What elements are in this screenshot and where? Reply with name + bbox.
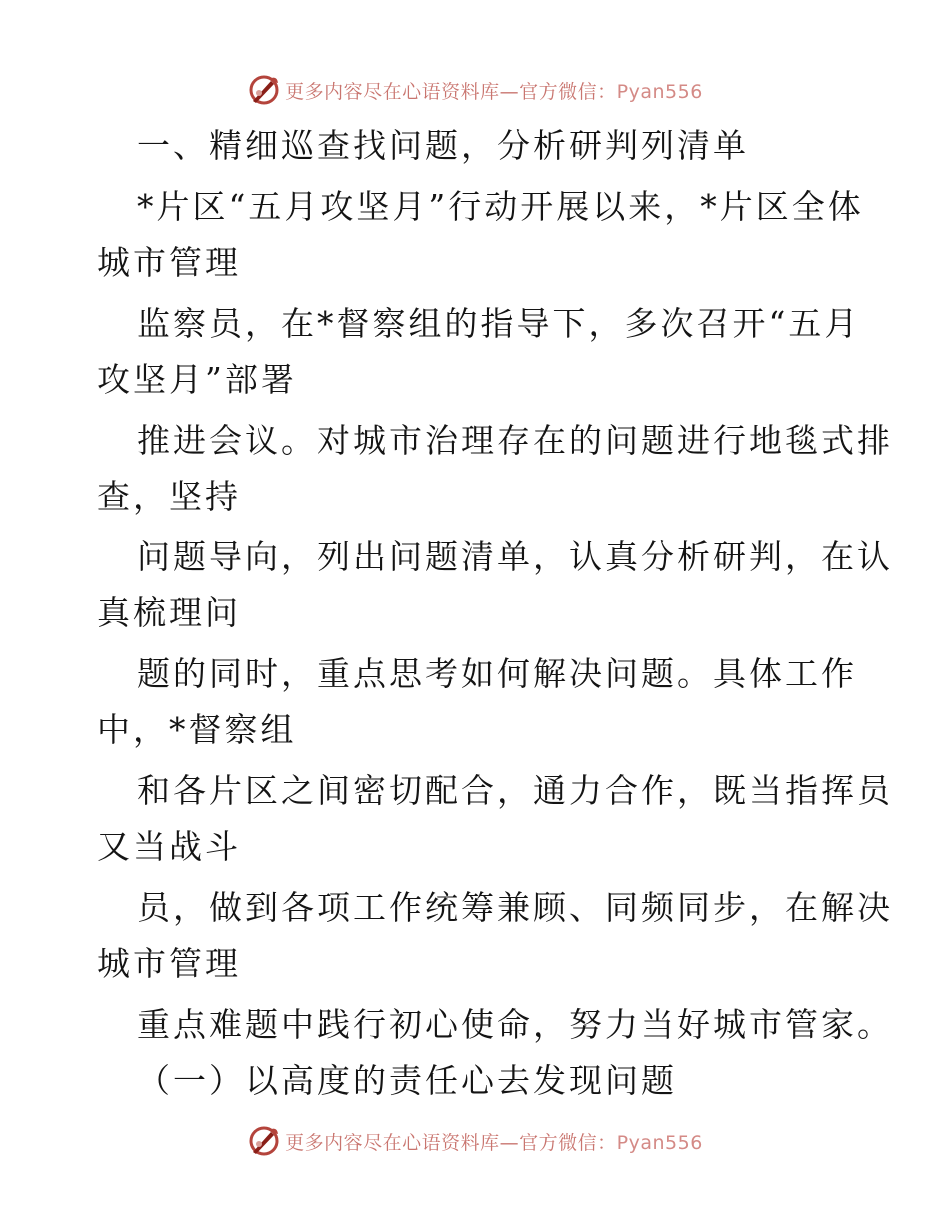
paragraph-line: 监察员，在*督察组的指导下，多次召开“五月 xyxy=(137,304,861,343)
wechat-handle: Pyan556 xyxy=(616,1131,703,1154)
paragraph-line: 推进会议。对城市治理存在的问题进行地毯式排 xyxy=(137,421,893,460)
paragraph-line: 题的同时，重点思考如何解决问题。具体工作 xyxy=(137,654,857,693)
footer-watermark xyxy=(0,1121,950,1161)
paragraph-line: 重点难题中践行初心使命，努力当好城市管家。 xyxy=(137,1005,893,1044)
subsection-heading: （一）以高度的责任心去发现问题 xyxy=(137,1061,677,1100)
paragraph-line: 和各片区之间密切配合，通力合作，既当指挥员 xyxy=(137,771,893,810)
quill-logo-icon xyxy=(247,1124,281,1158)
watermark-text: 更多内容尽在心语资料库—官方微信：Pyan556 xyxy=(285,80,703,103)
paragraph-line: 问题导向，列出问题清单，认真分析研判，在认 xyxy=(137,537,893,576)
paragraph-line: 城市管理 xyxy=(97,243,241,282)
paragraph-line: 攻坚月”部署 xyxy=(97,360,297,399)
paragraph-line: 员，做到各项工作统筹兼顾、同频同步，在解决 xyxy=(137,888,893,927)
section-heading: 一、精细巡查找问题，分析研判列清单 xyxy=(137,126,749,165)
paragraph-line: 查，坚持 xyxy=(97,477,241,516)
paragraph-line: 又当战斗 xyxy=(97,827,241,866)
paragraph-line: 中，*督察组 xyxy=(97,710,297,749)
paragraph-line: 真梳理问 xyxy=(97,593,241,632)
watermark-text: 更多内容尽在心语资料库—官方微信：Pyan556 xyxy=(285,1131,703,1154)
paragraph-line: *片区“五月攻坚月”行动开展以来，*片区全体 xyxy=(137,187,864,226)
paragraph-line: 城市管理 xyxy=(97,944,241,983)
wechat-handle: Pyan556 xyxy=(616,80,703,103)
